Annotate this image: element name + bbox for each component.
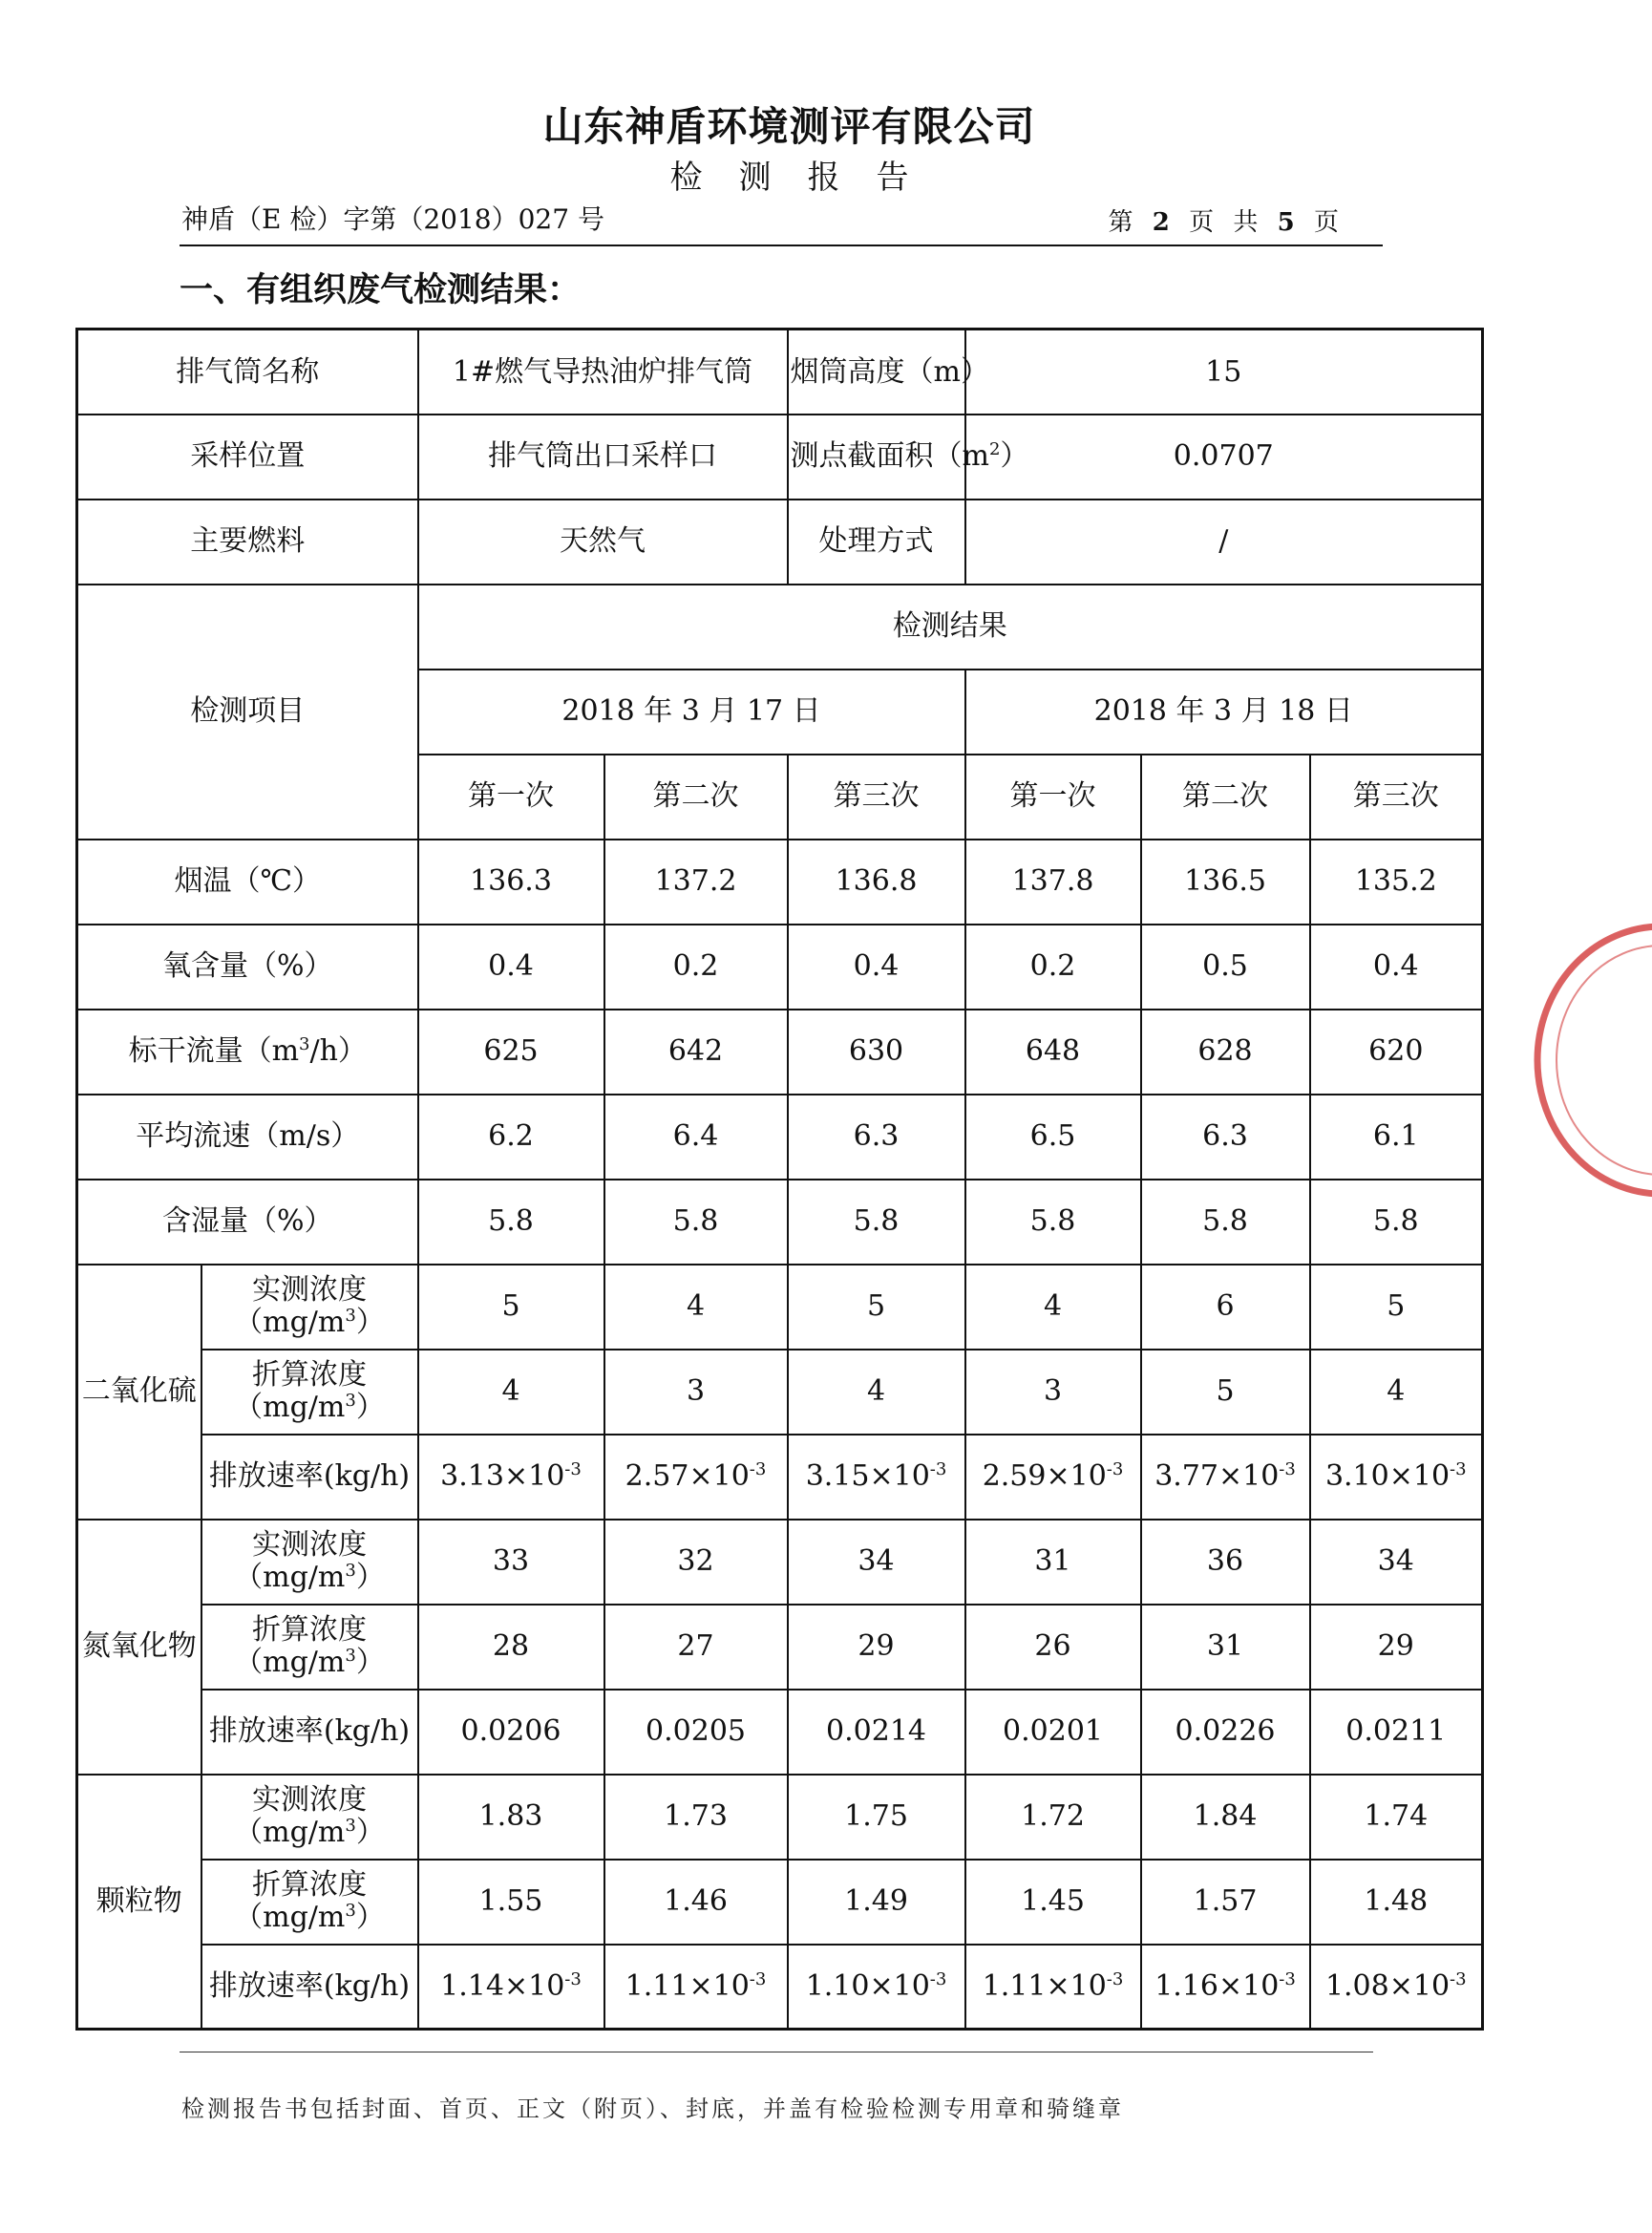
measured-value: 1.83	[418, 1775, 604, 1860]
rate-exponent: -3	[749, 1459, 767, 1480]
date-1: 2018 年 3 月 17 日	[418, 670, 965, 755]
rate-mantissa: 3.15×10	[805, 1459, 930, 1494]
measured-label	[201, 1520, 418, 1605]
converted-value: 5	[1141, 1350, 1310, 1435]
unit-prefix: （mg/m	[234, 1306, 346, 1339]
param-row	[77, 925, 1483, 1010]
param-label: 平均流速（m/s）	[77, 1095, 418, 1180]
unit-sup: 3	[345, 1646, 356, 1666]
info-row-sampling	[77, 415, 1483, 500]
seal-stamp-graphic	[1518, 917, 1652, 1203]
area-label	[788, 415, 1029, 500]
converted-value: 3	[604, 1350, 788, 1435]
treatment-value: /	[965, 500, 1483, 585]
sampling-label: 采样位置	[77, 415, 418, 500]
param-label-sup: 3	[299, 1034, 310, 1055]
param-value: 620	[1310, 1010, 1483, 1095]
item-label: 检测项目	[77, 585, 418, 840]
unit-sup: 3	[345, 1391, 356, 1411]
param-value: 6.2	[418, 1095, 604, 1180]
run-label: 第三次	[788, 755, 965, 840]
unit-prefix: （mg/m	[234, 1816, 346, 1849]
emission-results-table	[75, 328, 1484, 2031]
measured-value: 4	[965, 1265, 1141, 1350]
rate-exponent: -3	[1279, 1459, 1296, 1480]
rate-value	[788, 1945, 965, 2030]
conc-label-text: 实测浓度	[252, 1527, 367, 1562]
page-label-2: 页 共	[1189, 208, 1264, 237]
rate-exponent: -3	[1106, 1969, 1124, 1989]
rate-mantissa: 0.0206	[460, 1714, 561, 1749]
run-label: 第三次	[1310, 755, 1483, 840]
page-total: 5	[1277, 208, 1301, 237]
rate-value	[604, 1945, 788, 2030]
param-row	[77, 1010, 1483, 1095]
converted-value: 27	[604, 1605, 788, 1690]
pollutant-name: 氮氧化物	[77, 1520, 201, 1775]
conc-label-text: 实测浓度	[252, 1272, 367, 1307]
param-value: 0.4	[788, 925, 965, 1010]
rate-mantissa: 1.16×10	[1154, 1969, 1280, 2003]
measured-label	[201, 1265, 418, 1350]
converted-value: 1.45	[965, 1860, 1141, 1945]
unit-sup: 3	[345, 1306, 356, 1326]
pollutant-name: 二氧化硫	[77, 1265, 201, 1520]
area-label-suffix: ）	[1000, 439, 1029, 474]
unit-prefix: （mg/m	[234, 1646, 346, 1679]
measured-value: 5	[418, 1265, 604, 1350]
pollutant-rate-row	[77, 1690, 1483, 1775]
measured-value: 1.75	[788, 1775, 965, 1860]
rate-value	[965, 1435, 1141, 1520]
param-value: 136.5	[1141, 840, 1310, 925]
unit-suffix: ）	[355, 1646, 385, 1679]
rate-value	[604, 1435, 788, 1520]
unit-sup: 3	[345, 1901, 356, 1921]
rate-mantissa: 3.77×10	[1154, 1459, 1280, 1494]
param-value: 0.4	[1310, 925, 1483, 1010]
run-label: 第一次	[418, 755, 604, 840]
rate-value	[418, 1945, 604, 2030]
rate-exponent: -3	[1450, 1459, 1467, 1480]
area-label-sup: 2	[988, 439, 1001, 460]
measured-value: 1.73	[604, 1775, 788, 1860]
fuel-value: 天然气	[418, 500, 788, 585]
rate-value	[965, 1945, 1141, 2030]
rate-mantissa: 0.0201	[1003, 1714, 1103, 1749]
unit-prefix: （mg/m	[234, 1901, 346, 1934]
unit-sup: 3	[345, 1561, 356, 1581]
rate-value	[788, 1690, 965, 1775]
param-value: 137.8	[965, 840, 1141, 925]
converted-value: 4	[1310, 1350, 1483, 1435]
rate-value	[418, 1690, 604, 1775]
unit-prefix: （mg/m	[234, 1391, 346, 1424]
param-value: 5.8	[1141, 1180, 1310, 1265]
rate-mantissa: 0.0211	[1345, 1714, 1447, 1749]
rate-value	[1141, 1690, 1310, 1775]
measured-value: 34	[1310, 1520, 1483, 1605]
converted-value: 1.46	[604, 1860, 788, 1945]
area-label-prefix: 测点截面积（m	[790, 439, 989, 474]
converted-value: 3	[965, 1350, 1141, 1435]
param-label-prefix: 标干流量（m	[128, 1034, 300, 1069]
param-value: 0.2	[965, 925, 1141, 1010]
param-value: 642	[604, 1010, 788, 1095]
param-row	[77, 1180, 1483, 1265]
converted-value: 29	[1310, 1605, 1483, 1690]
rate-exponent: -3	[1106, 1459, 1124, 1480]
converted-value: 1.49	[788, 1860, 965, 1945]
measured-value: 36	[1141, 1520, 1310, 1605]
rate-label: 排放速率(kg/h)	[201, 1945, 418, 2030]
unit-suffix: ）	[355, 1816, 385, 1849]
table-body	[77, 330, 1483, 2030]
conc-label-text: 折算浓度	[252, 1612, 367, 1647]
rate-mantissa: 1.14×10	[440, 1969, 565, 2003]
pollutant-converted-row	[77, 1860, 1483, 1945]
param-value: 625	[418, 1010, 604, 1095]
param-value: 136.3	[418, 840, 604, 925]
pollutant-converted-row	[77, 1350, 1483, 1435]
conc-label-text: 实测浓度	[252, 1782, 367, 1817]
pollutant-converted-row	[77, 1605, 1483, 1690]
pollutant-measured-row	[77, 1775, 1483, 1860]
param-label: 烟温（℃）	[77, 840, 418, 925]
converted-value: 29	[788, 1605, 965, 1690]
page-current: 2	[1152, 208, 1175, 237]
param-value: 136.8	[788, 840, 965, 925]
pollutant-name: 颗粒物	[77, 1775, 201, 2030]
unit-prefix: （mg/m	[234, 1561, 346, 1594]
seal-stamp-inner	[1557, 946, 1652, 1175]
converted-value: 4	[788, 1350, 965, 1435]
measured-value: 1.72	[965, 1775, 1141, 1860]
header-divider	[180, 245, 1383, 246]
pollutant-rate-row	[77, 1945, 1483, 2030]
param-value: 6.4	[604, 1095, 788, 1180]
measured-value: 4	[604, 1265, 788, 1350]
conc-label-text: 折算浓度	[252, 1867, 367, 1902]
run-label: 第二次	[1141, 755, 1310, 840]
rate-value	[1310, 1435, 1483, 1520]
param-label	[77, 1010, 418, 1095]
measured-value: 33	[418, 1520, 604, 1605]
pollutant-rate-row	[77, 1435, 1483, 1520]
rate-value	[418, 1435, 604, 1520]
param-value: 5.8	[788, 1180, 965, 1265]
converted-value: 1.55	[418, 1860, 604, 1945]
measured-value: 5	[788, 1265, 965, 1350]
sampling-value: 排气筒出口采样口	[418, 415, 788, 500]
rate-exponent: -3	[929, 1459, 947, 1480]
rate-label: 排放速率(kg/h)	[201, 1690, 418, 1775]
rate-mantissa: 0.0226	[1175, 1714, 1276, 1749]
footer-note: 检测报告书包括封面、首页、正文（附页）、封底，并盖有检验检测专用章和骑缝章	[181, 2095, 1124, 2122]
rate-mantissa: 3.10×10	[1324, 1459, 1451, 1494]
param-value: 137.2	[604, 840, 788, 925]
param-value: 6.3	[1141, 1095, 1310, 1180]
results-header-row	[77, 585, 1483, 670]
param-row	[77, 1095, 1483, 1180]
measured-value: 5	[1310, 1265, 1483, 1350]
param-value: 5.8	[1310, 1180, 1483, 1265]
param-value: 6.3	[788, 1095, 965, 1180]
measured-value: 6	[1141, 1265, 1310, 1350]
date-2: 2018 年 3 月 18 日	[965, 670, 1483, 755]
converted-value: 1.48	[1310, 1860, 1483, 1945]
param-value: 0.2	[604, 925, 788, 1010]
param-value: 0.4	[418, 925, 604, 1010]
rate-mantissa: 2.57×10	[625, 1459, 750, 1494]
results-label: 检测结果	[418, 585, 1483, 670]
param-value: 5.8	[418, 1180, 604, 1265]
measured-value: 32	[604, 1520, 788, 1605]
area-value: 0.0707	[965, 415, 1483, 500]
measured-value: 34	[788, 1520, 965, 1605]
rate-exponent: -3	[564, 1459, 582, 1480]
page-label-1: 第	[1108, 208, 1139, 237]
rate-exponent: -3	[929, 1969, 947, 1989]
report-number: 神盾（E 检）字第（2018）027 号	[181, 203, 604, 235]
converted-value: 28	[418, 1605, 604, 1690]
conc-label-text: 折算浓度	[252, 1357, 367, 1392]
converted-value: 1.57	[1141, 1860, 1310, 1945]
rate-mantissa: 1.10×10	[805, 1969, 930, 2003]
param-value: 5.8	[604, 1180, 788, 1265]
stack-name-value: 1#燃气导热油炉排气筒	[418, 330, 788, 415]
pollutant-measured-row	[77, 1265, 1483, 1350]
rate-value	[1141, 1945, 1310, 2030]
converted-value: 26	[965, 1605, 1141, 1690]
rate-mantissa: 1.08×10	[1324, 1969, 1451, 2003]
param-value: 6.1	[1310, 1095, 1483, 1180]
rate-mantissa: 3.13×10	[440, 1459, 565, 1494]
param-label: 含湿量（%）	[77, 1180, 418, 1265]
param-value: 6.5	[965, 1095, 1141, 1180]
report-subtitle: 检测报告	[669, 159, 945, 197]
company-name: 山东神盾环境测评有限公司	[542, 103, 1036, 150]
unit-suffix: ）	[355, 1561, 385, 1594]
rate-label: 排放速率(kg/h)	[201, 1435, 418, 1520]
rate-mantissa: 1.11×10	[625, 1969, 750, 2003]
rate-value	[1141, 1435, 1310, 1520]
converted-label	[201, 1605, 418, 1690]
rate-value	[965, 1690, 1141, 1775]
run-label: 第一次	[965, 755, 1141, 840]
rate-value	[1310, 1945, 1483, 2030]
measured-label	[201, 1775, 418, 1860]
measured-value: 1.84	[1141, 1775, 1310, 1860]
param-label: 氧含量（%）	[77, 925, 418, 1010]
stack-name-label: 排气筒名称	[77, 330, 418, 415]
treatment-label: 处理方式	[788, 500, 965, 585]
info-row-fuel	[77, 500, 1483, 585]
page-info	[1108, 202, 1345, 238]
rate-exponent: -3	[564, 1969, 582, 1989]
rate-mantissa: 2.59×10	[982, 1459, 1107, 1494]
measured-value: 31	[965, 1520, 1141, 1605]
rate-mantissa: 0.0214	[826, 1714, 926, 1749]
converted-label	[201, 1860, 418, 1945]
stack-height-label: 烟筒高度（m）	[788, 330, 965, 415]
converted-value: 4	[418, 1350, 604, 1435]
unit-suffix: ）	[355, 1901, 385, 1934]
param-value: 135.2	[1310, 840, 1483, 925]
pollutant-measured-row	[77, 1520, 1483, 1605]
run-label: 第二次	[604, 755, 788, 840]
fuel-label: 主要燃料	[77, 500, 418, 585]
measured-value: 1.74	[1310, 1775, 1483, 1860]
unit-suffix: ）	[355, 1391, 385, 1424]
converted-label	[201, 1350, 418, 1435]
converted-value: 31	[1141, 1605, 1310, 1690]
stack-height-value: 15	[965, 330, 1483, 415]
page-label-3: 页	[1313, 208, 1345, 237]
unit-suffix: ）	[355, 1306, 385, 1339]
param-value: 630	[788, 1010, 965, 1095]
rate-exponent: -3	[1450, 1969, 1467, 1989]
param-value: 628	[1141, 1010, 1310, 1095]
param-row	[77, 840, 1483, 925]
param-label-suffix: /h）	[309, 1034, 367, 1069]
section-title: 一、有组织废气检测结果：	[180, 271, 582, 309]
unit-sup: 3	[345, 1816, 356, 1836]
rate-mantissa: 0.0205	[646, 1714, 746, 1749]
param-value: 648	[965, 1010, 1141, 1095]
rate-mantissa: 1.11×10	[982, 1969, 1107, 2003]
param-value: 5.8	[965, 1180, 1141, 1265]
rate-exponent: -3	[1279, 1969, 1296, 1989]
seal-stamp-ring	[1537, 926, 1652, 1194]
rate-value	[604, 1690, 788, 1775]
info-row-stack	[77, 330, 1483, 415]
param-value: 0.5	[1141, 925, 1310, 1010]
rate-value	[788, 1435, 965, 1520]
rate-exponent: -3	[749, 1969, 767, 1989]
rate-value	[1310, 1690, 1483, 1775]
